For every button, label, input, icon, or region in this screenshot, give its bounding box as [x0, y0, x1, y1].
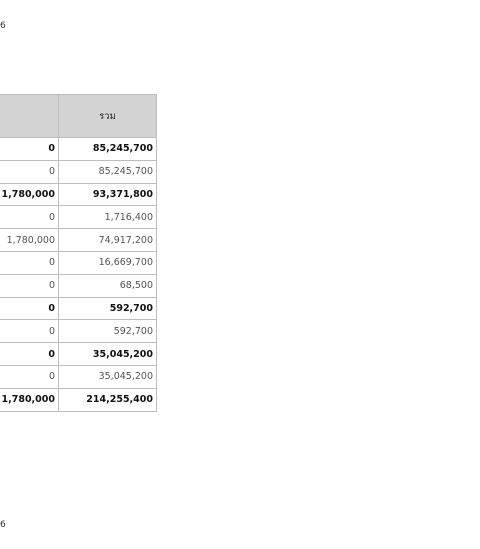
cell-unspecified-level: 0 — [0, 206, 59, 229]
table-header-row — [0, 95, 157, 138]
cell-unspecified-level: 0 — [0, 274, 59, 297]
table-row — [0, 365, 157, 388]
cell-unspecified-level: 0 — [0, 320, 59, 343]
cell-unspecified-level: 0 — [0, 251, 59, 274]
cell-total: 93,371,800 — [59, 183, 157, 206]
cell-unspecified-level: 1,780,000 — [0, 183, 59, 206]
cell-total: 85,245,700 — [59, 160, 157, 183]
cell-unspecified-level: 0 — [0, 297, 59, 320]
cell-unspecified-level: 0 — [0, 160, 59, 183]
table-body — [0, 138, 157, 412]
cell-total: 74,917,200 — [59, 229, 157, 252]
cell-total: 35,045,200 — [59, 343, 157, 366]
cell-total: 214,255,400 — [59, 388, 157, 411]
cell-total: 85,245,700 — [59, 138, 157, 161]
cell-total: 35,045,200 — [59, 365, 157, 388]
page-number-top: 6 — [0, 21, 6, 31]
header-unspecified-line2 — [0, 116, 55, 132]
cell-unspecified-level: 0 — [0, 365, 59, 388]
page-number-bottom: 6 — [0, 520, 6, 530]
cell-unspecified-level: 1,780,000 — [0, 388, 59, 411]
cell-total: 1,716,400 — [59, 206, 157, 229]
cell-total: 592,700 — [59, 297, 157, 320]
header-unspecified-level — [0, 95, 59, 138]
table-row — [0, 138, 157, 161]
header-unspecified-line1 — [0, 100, 55, 116]
table-row — [0, 251, 157, 274]
cell-unspecified-level: 0 — [0, 138, 59, 161]
header-total: รวม — [59, 95, 157, 138]
table-row — [0, 229, 157, 252]
cell-total: 16,669,700 — [59, 251, 157, 274]
table-row — [0, 183, 157, 206]
budget-table — [0, 94, 157, 412]
table-row — [0, 160, 157, 183]
table-row — [0, 206, 157, 229]
table-row — [0, 297, 157, 320]
cell-unspecified-level: 1,780,000 — [0, 229, 59, 252]
table-row — [0, 388, 157, 411]
table-row — [0, 274, 157, 297]
table-row — [0, 320, 157, 343]
table-row — [0, 343, 157, 366]
cell-total: 592,700 — [59, 320, 157, 343]
cell-unspecified-level: 0 — [0, 343, 59, 366]
cell-total: 68,500 — [59, 274, 157, 297]
